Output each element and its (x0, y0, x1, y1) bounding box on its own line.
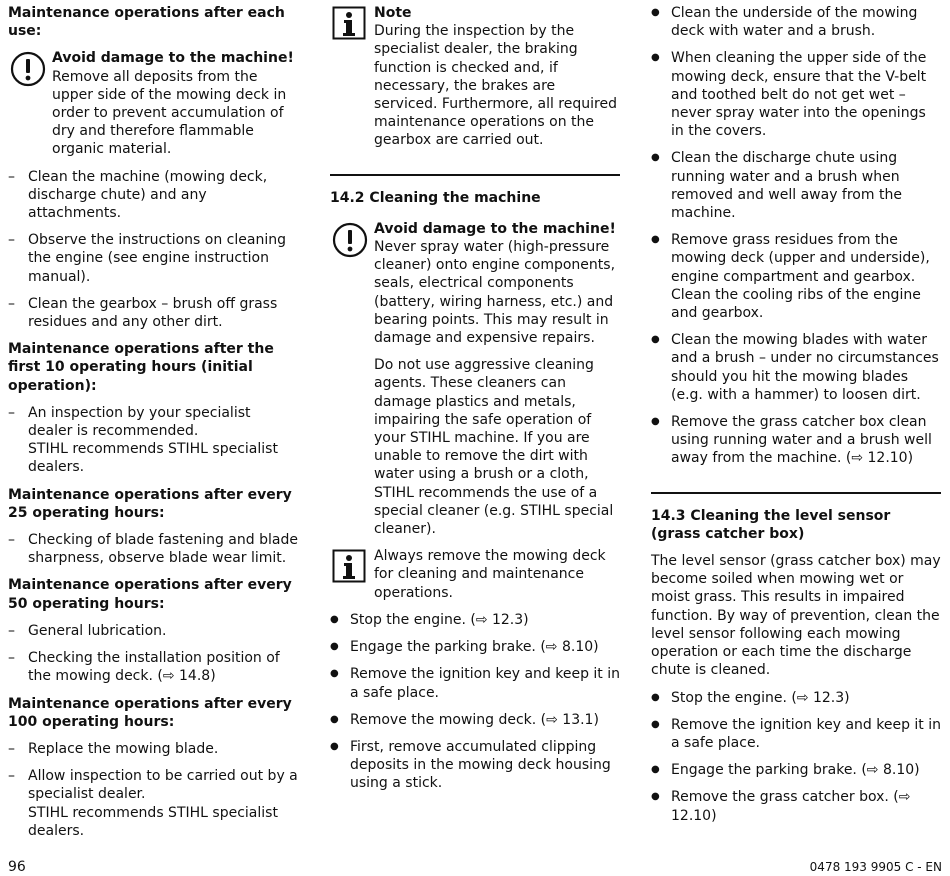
list-item: ● Remove the grass catcher box clean using running water and a brush well away from the machine. (⇨ 12.10) (651, 413, 941, 468)
list-item: ● Remove the grass catcher box. (⇨ 12.10) (651, 788, 941, 824)
paragraph: The level sensor (grass catcher box) may become soiled when mowing wet or moist grass. This results in impaired function. By way of prevention, clean the level sensor following each mowing operation or each time the discharge chute is cleaned. (651, 553, 941, 679)
warning-text: Do not use aggressive cleaning agents. These cleaners can damage plastics and metals, impairing the safe operation of your STIHL machine. If you are unable to remove the dirt with water using a brush or a cloth, STIHL recommends the use of a special cleaner (e.g. STIHL special cleaner). (374, 357, 614, 538)
warning-title: Avoid damage to the machine! (374, 220, 616, 237)
heading-first-10-hours: Maintenance operations after the first 10 operating hours (initial operation): (8, 341, 274, 394)
warning-title: Avoid damage to the machine! (52, 50, 294, 67)
warning-box (330, 220, 620, 538)
list-item: – Replace the mowing blade. (8, 740, 298, 758)
list-item: ● Remove the ignition key and keep it in a safe place. (330, 665, 620, 701)
list-item (8, 404, 298, 477)
list-item: ● Remove the mowing deck. (⇨ 13.1) (330, 711, 620, 729)
list-item: – Clean the machine (mowing deck, discharge chute) and any attachments. (8, 168, 298, 223)
list-item: – Checking of blade fastening and blade sharpness, observe blade wear limit. (8, 531, 298, 567)
list-item: ● Remove grass residues from the mowing deck (upper and underside), engine compartment and gearbox. Clean the cooling ribs of the engine and gearbox. (651, 231, 941, 322)
list-item: ● Engage the parking brake. (⇨ 8.10) (651, 761, 941, 779)
list-item: ● Engage the parking brake. (⇨ 8.10) (330, 638, 620, 656)
list-item: – Observe the instructions on cleaning the engine (see engine instruction manual). (8, 231, 298, 286)
list-item: ● Stop the engine. (⇨ 12.3) (330, 611, 620, 629)
warning-box (8, 49, 298, 158)
note-text: During the inspection by the specialist dealer, the braking function is checked and, if necessary, the brakes are serviced. Furthermore, all required maintenance operations on the gearbox are carried out. (374, 23, 617, 149)
info-icon (332, 549, 366, 588)
list-item-text: An inspection by your specialist dealer is recommended. (28, 404, 251, 440)
info-box (330, 547, 620, 602)
section-heading-level-sensor: 14.3 Cleaning the level sensor (grass catcher box) (651, 507, 891, 542)
column-middle (330, 4, 620, 802)
heading-every-100-hours: Maintenance operations after every 100 operating hours: (8, 695, 292, 730)
section-divider (330, 174, 620, 176)
warning-text: Remove all deposits from the upper side of the mowing deck in order to prevent accumulation of dry and therefore flammable organic material. (52, 68, 287, 158)
list-item: ● Stop the engine. (⇨ 12.3) (651, 689, 941, 707)
list-item: ● Clean the mowing blades with water and a brush – under no circumstances should you hit the mowing blades (e.g. with a hammer) to loosen dirt. (651, 331, 941, 404)
warning-exclamation-icon (10, 51, 46, 92)
list-item: ● First, remove accumulated clipping deposits in the mowing deck housing using a stick. (330, 738, 620, 793)
list-item-note: STIHL recommends STIHL specialist dealers. (28, 804, 278, 839)
note-box (330, 4, 620, 150)
note-title: Note (374, 5, 412, 21)
heading-every-50-hours: Maintenance operations after every 50 operating hours: (8, 577, 292, 612)
list-item: – Checking the installation position of the mowing deck. (⇨ 14.8) (8, 649, 298, 685)
column-right (651, 4, 941, 834)
warning-text: Never spray water (high-pressure cleaner) onto engine components, seals, electrical components (battery, wiring harness, etc.) and bearing points. This may result in damage and expensive repairs. (374, 239, 616, 347)
list-item: – General lubrication. (8, 622, 298, 640)
info-text: Always remove the mowing deck for cleaning and maintenance operations. (374, 548, 606, 601)
list-item: – Clean the gearbox – brush off grass residues and any other dirt. (8, 295, 298, 331)
list-item: ● Clean the underside of the mowing deck with water and a brush. (651, 4, 941, 40)
document-code: 0478 193 9905 C - EN (809, 860, 942, 874)
list-item-text: Allow inspection to be carried out by a specialist dealer. (28, 768, 298, 803)
list-item: ● Remove the ignition key and keep it in a safe place. (651, 716, 941, 752)
warning-exclamation-icon (332, 222, 368, 263)
column-left (8, 4, 298, 849)
list-item: ● When cleaning the upper side of the mowing deck, ensure that the V-belt and toothed belt do not get wet – never spray water into the openings in the covers. (651, 49, 941, 140)
info-icon (332, 6, 366, 45)
heading-after-each-use: Maintenance operations after each use: (8, 5, 285, 40)
list-item (8, 767, 298, 840)
page-number: 96 (8, 859, 26, 875)
section-heading-cleaning-machine: 14.2 Cleaning the machine (330, 189, 541, 206)
list-item-note: STIHL recommends STIHL specialist dealers. (28, 441, 278, 476)
list-item: ● Clean the discharge chute using running water and a brush when removed and well away from the machine. (651, 149, 941, 222)
section-divider (651, 492, 941, 494)
heading-every-25-hours: Maintenance operations after every 25 operating hours: (8, 486, 292, 521)
